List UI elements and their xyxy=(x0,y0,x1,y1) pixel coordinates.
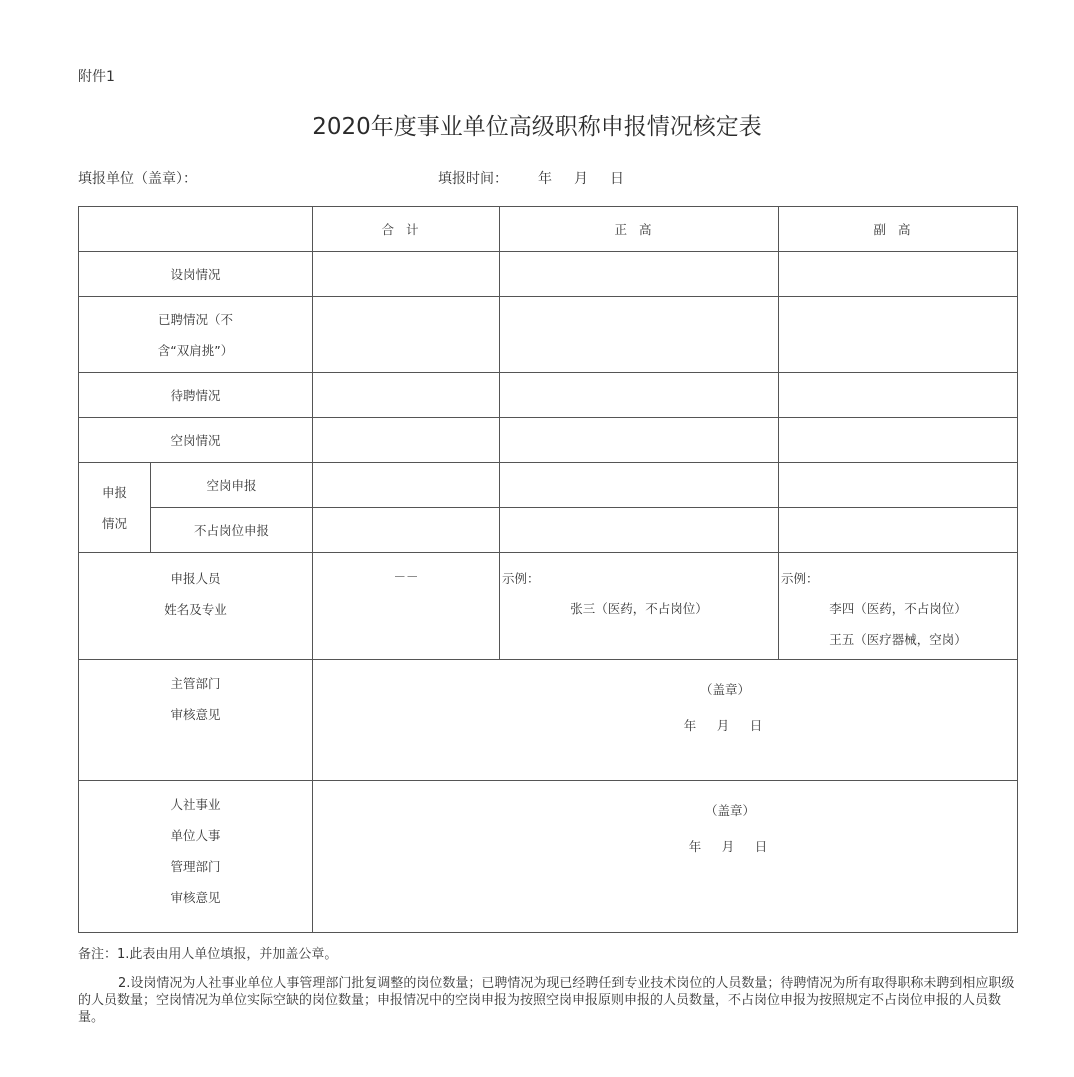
cell-applicants-total: －－ xyxy=(313,553,500,660)
row-label-apply-vacant: 空岗申报 xyxy=(151,463,313,508)
col-header-total: 合计 xyxy=(313,207,500,252)
cell-apply-no-post-total[interactable] xyxy=(313,508,500,553)
cell-hired-senior[interactable] xyxy=(500,297,779,373)
row-label-apply-group-line2: 情况 xyxy=(101,515,127,531)
cell-pending-total[interactable] xyxy=(313,373,500,418)
notes xyxy=(78,946,1018,1026)
row-label-dept-line1: 主管部门 xyxy=(170,676,221,691)
row-apply-vacant xyxy=(79,463,1018,508)
row-label-hired-line2: 含“双肩挑”） xyxy=(157,342,234,358)
row-label-hr-line3: 管理部门 xyxy=(170,859,221,874)
row-label-applicants-line1: 申报人员 xyxy=(170,571,221,586)
row-label-hired-line1: 已聘情况（不 xyxy=(157,311,233,327)
cell-posts-total[interactable] xyxy=(313,252,500,297)
row-label-hr-line1: 人社事业 xyxy=(170,797,221,812)
row-applicants xyxy=(79,553,1018,660)
row-label-hr-line2: 单位人事 xyxy=(170,828,221,843)
cell-pending-vice[interactable] xyxy=(779,373,1018,418)
row-label-hr-review xyxy=(79,781,313,933)
cell-hired-vice[interactable] xyxy=(779,297,1018,373)
page-title: 2020年度事业单位高级职称申报情况核定表 xyxy=(312,114,762,140)
col-header-senior: 正高 xyxy=(500,207,779,252)
vice-example-1: 李四（医药，不占岗位） xyxy=(829,601,967,616)
col-header-vice-senior: 副高 xyxy=(779,207,1018,252)
row-label-hired xyxy=(79,297,313,373)
fill-time-value: 年 月 日 xyxy=(538,171,628,187)
attachment-label: 附件1 xyxy=(78,69,115,85)
row-label-pending: 待聘情况 xyxy=(79,373,313,418)
row-label-dept-line2: 审核意见 xyxy=(170,707,221,722)
note-1: 备注：1.此表由用人单位填报，并加盖公章。 xyxy=(78,947,338,962)
row-apply-no-post xyxy=(79,508,1018,553)
dept-seal-date: 年 月 日 xyxy=(683,718,767,733)
row-posts xyxy=(79,252,1018,297)
cell-apply-vacant-total[interactable] xyxy=(313,463,500,508)
row-pending xyxy=(79,373,1018,418)
cell-dept-review[interactable] xyxy=(313,660,1018,781)
dept-seal-stamp: （盖章） xyxy=(699,682,750,697)
row-label-applicants xyxy=(79,553,313,660)
cell-posts-vice[interactable] xyxy=(779,252,1018,297)
cell-applicants-vice[interactable] xyxy=(779,553,1018,660)
senior-example-label: 示例： xyxy=(502,571,540,586)
row-label-apply-no-post: 不占岗位申报 xyxy=(151,508,313,553)
row-label-apply-group-line1: 申报 xyxy=(101,484,127,500)
hr-seal-date: 年 月 日 xyxy=(688,839,772,854)
row-label-applicants-line2: 姓名及专业 xyxy=(164,602,227,617)
senior-example-1: 张三（医药，不占岗位） xyxy=(570,601,708,616)
row-label-apply-group xyxy=(79,463,151,553)
row-vacant xyxy=(79,418,1018,463)
cell-apply-vacant-senior[interactable] xyxy=(500,463,779,508)
report-table xyxy=(78,206,1018,933)
fill-time-label: 填报时间： xyxy=(438,171,508,187)
row-hr-review xyxy=(79,781,1018,933)
cell-apply-no-post-vice[interactable] xyxy=(779,508,1018,553)
cell-vacant-senior[interactable] xyxy=(500,418,779,463)
cell-vacant-vice[interactable] xyxy=(779,418,1018,463)
cell-hired-total[interactable] xyxy=(313,297,500,373)
note-2: 2.设岗情况为人社事业单位人事管理部门批复调整的岗位数量；已聘情况为现已经聘任到专业技术岗位的人员数量；待聘情况为所有取得职称未聘到相应职级的人员数量；空岗情况为单位实际空缺的岗位数量；申报情况中的空岗申报为按照空岗申报原则申报的人员数量，不占岗位申报为按照规定不占岗位申报的人员数量。 xyxy=(78,976,1015,1025)
cell-vacant-total[interactable] xyxy=(313,418,500,463)
header-row xyxy=(79,207,1018,252)
vice-example-2: 王五（医疗器械，空岗） xyxy=(829,632,967,647)
hr-seal-stamp: （盖章） xyxy=(704,803,755,818)
cell-pending-senior[interactable] xyxy=(500,373,779,418)
row-label-hr-line4: 审核意见 xyxy=(170,890,221,905)
row-label-vacant: 空岗情况 xyxy=(79,418,313,463)
cell-posts-senior[interactable] xyxy=(500,252,779,297)
row-label-posts: 设岗情况 xyxy=(79,252,313,297)
vice-example-label: 示例： xyxy=(781,571,819,586)
row-hired xyxy=(79,297,1018,373)
cell-apply-no-post-senior[interactable] xyxy=(500,508,779,553)
cell-apply-vacant-vice[interactable] xyxy=(779,463,1018,508)
header-blank-cell xyxy=(79,207,313,252)
fill-unit-label: 填报单位（盖章）： xyxy=(78,171,197,187)
row-label-dept-review xyxy=(79,660,313,781)
cell-applicants-senior[interactable] xyxy=(500,553,779,660)
row-dept-review xyxy=(79,660,1018,781)
cell-hr-review[interactable] xyxy=(313,781,1018,933)
